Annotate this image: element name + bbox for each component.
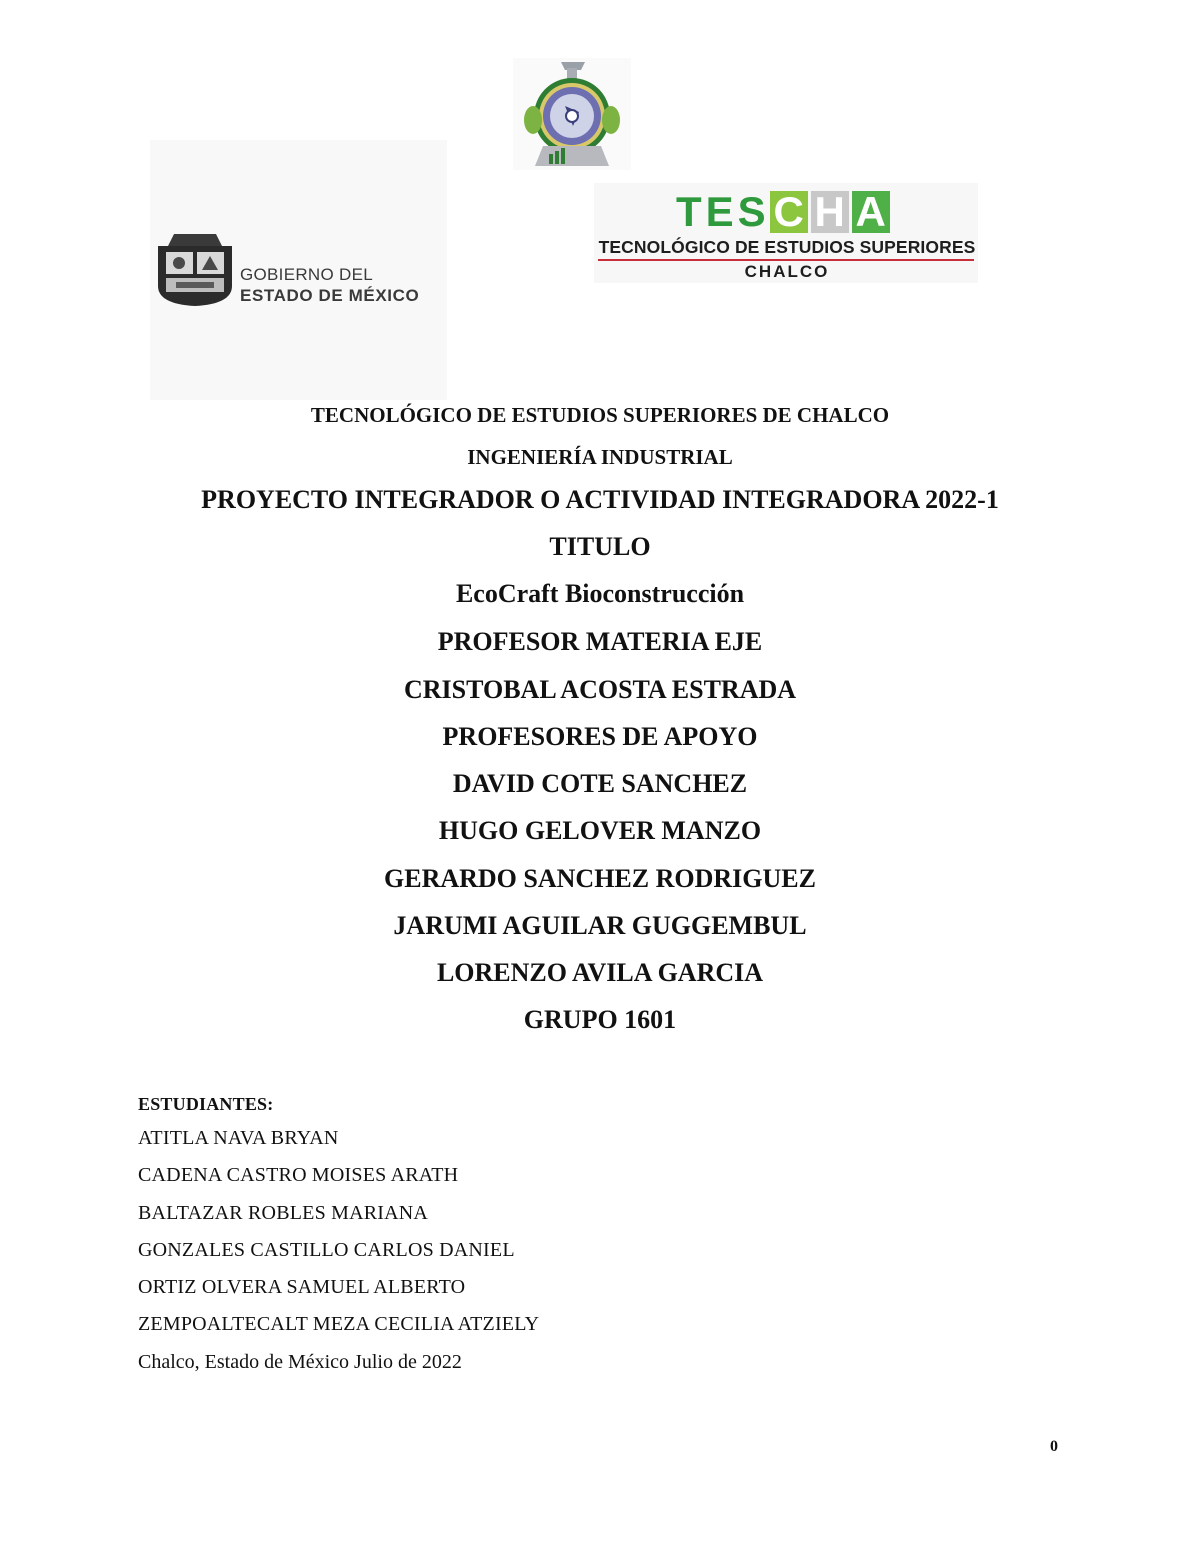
tescha-subtitle: TECNOLÓGICO DE ESTUDIOS SUPERIORES <box>598 237 976 257</box>
student-name: ATITLA NAVA BRYAN <box>138 1127 339 1149</box>
student-name: ZEMPOALTECALT MEZA CECILIA ATZIELY <box>138 1313 540 1335</box>
support-teacher: JARUMI AGUILAR GUGGEMBUL <box>393 911 807 940</box>
institutional-seal-logo <box>513 58 631 170</box>
gobierno-wordmark <box>240 266 419 304</box>
main-teacher-label: PROFESOR MATERIA EJE <box>437 627 763 656</box>
tescha-letter-h: H <box>811 191 849 233</box>
student-name: CADENA CASTRO MOISES ARATH <box>138 1164 459 1186</box>
tescha-letter-a: A <box>852 191 890 233</box>
project-title: EcoCraft Bioconstrucción <box>455 579 745 608</box>
tescha-wordmark <box>676 190 893 234</box>
support-teacher: LORENZO AVILA GARCIA <box>436 958 764 987</box>
student-name: BALTAZAR ROBLES MARIANA <box>138 1202 429 1224</box>
tescha-letter-c: C <box>770 191 808 233</box>
students-label: ESTUDIANTES: <box>138 1094 274 1114</box>
place-and-date: Chalco, Estado de México Julio de 2022 <box>138 1351 462 1373</box>
support-teacher: HUGO GELOVER MANZO <box>438 816 762 845</box>
tescha-city: CHALCO <box>744 262 830 281</box>
group-label: GRUPO 1601 <box>523 1005 677 1034</box>
support-teacher: DAVID COTE SANCHEZ <box>452 769 748 798</box>
tescha-red-rule <box>598 259 974 261</box>
career-name: INGENIERÍA INDUSTRIAL <box>467 445 733 469</box>
student-name: ORTIZ OLVERA SAMUEL ALBERTO <box>138 1276 466 1298</box>
support-teacher: GERARDO SANCHEZ RODRIGUEZ <box>384 864 816 893</box>
gobierno-line-1: GOBIERNO DEL <box>240 265 374 284</box>
tescha-tes: TES <box>676 188 770 235</box>
institution-name: TECNOLÓGICO DE ESTUDIOS SUPERIORES DE CHALCO <box>310 403 890 427</box>
student-name: GONZALES CASTILLO CARLOS DANIEL <box>138 1239 515 1261</box>
main-teacher-name: CRISTOBAL ACOSTA ESTRADA <box>403 675 797 704</box>
project-heading: PROYECTO INTEGRADOR O ACTIVIDAD INTEGRADORA 2022-1 <box>201 485 999 514</box>
state-coat-of-arms-icon <box>154 230 236 308</box>
gobierno-line-2: ESTADO DE MÉXICO <box>240 286 420 305</box>
page-number: 0 <box>1050 1438 1058 1455</box>
support-teachers-label: PROFESORES DE APOYO <box>442 722 758 751</box>
title-label: TITULO <box>549 532 651 561</box>
